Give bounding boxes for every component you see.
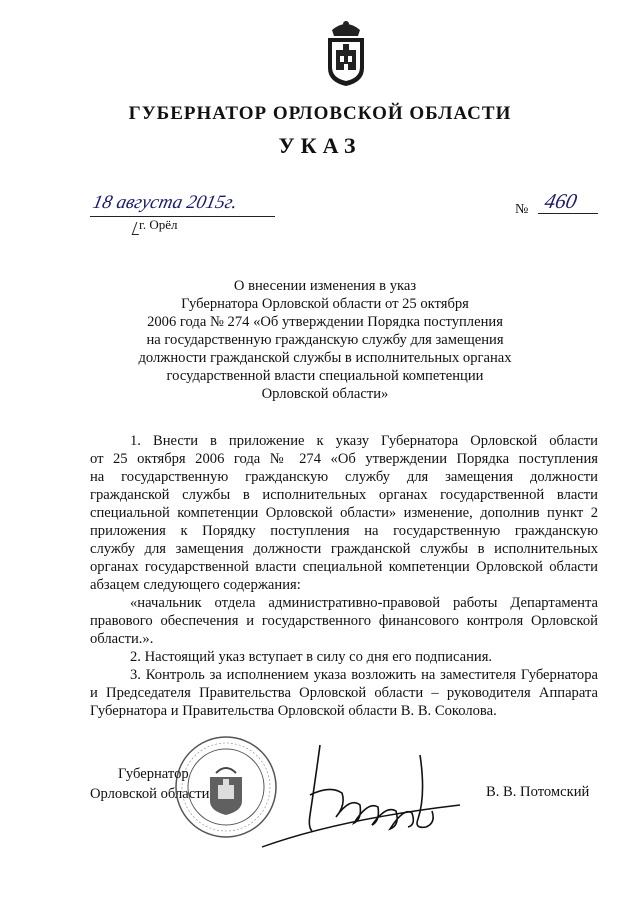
body-line: правового обеспечения и государственного финансового контроля Орловской [90,613,598,629]
title-line: Губернатора Орловской области от 25 октября [181,296,469,312]
body-line: органах государственной власти специальной компетенции Орловской области [90,559,598,575]
title-line: на государственную гражданскую службу для замещения [146,332,504,348]
body-line: гражданской службы в исполнительных органах государственной власти [90,487,598,503]
document-title [100,277,550,403]
body-line: специальной компетенции Орловской области» изменение, дополнив пункт 2 [90,505,598,521]
number-sign: № [515,202,529,217]
signatory-title [90,764,209,804]
body-line: 2. Настоящий указ вступает в силу со дня его подписания. [130,649,493,665]
title-line: должности гражданской службы в исполнительных органах [138,350,512,366]
quoted-paragraph [90,594,598,648]
signatory-title-line: Губернатор [118,766,189,782]
document-number: 460 [542,189,580,213]
signatory-name: В. В. Потомский [486,784,590,800]
title-line: О внесении изменения в указ [233,278,417,294]
title-line: Орловской области» [261,386,389,402]
title-line: 2006 года № 274 «Об утверждении Порядка поступления [147,314,503,330]
body-line: «начальник отдела административно-правовой работы Департамента [130,595,598,611]
number-underline [538,213,598,214]
paragraph-2 [90,648,598,666]
paragraph-3 [90,666,598,720]
body-line: абзацем следующего содержания: [90,577,301,593]
body-line: и Председателя Правительства Орловской области – руководителя Аппарата [90,685,598,701]
document-place: г. Орёл [139,217,178,232]
body-line: на государственную гражданскую службу для замещения должности [90,469,598,485]
body-line: Губернатора и Правительства Орловской области В. В. Соколова. [90,703,497,719]
body-line: от 25 октября 2006 года № 274 «Об утверждении Порядка поступления [90,451,598,467]
body-line: службу для замещения должности гражданской службы в исполнительных [90,541,598,557]
document-type: УКАЗ [278,133,362,158]
body-line: области.». [90,631,154,647]
document-body [90,432,598,720]
signatory-title-line: Орловской области [90,786,210,802]
date-underline [90,216,275,217]
body-line: 3. Контроль за исполнением указа возложить на заместителя Губернатора [130,667,598,683]
issuing-authority: ГУБЕРНАТОР ОРЛОВСКОЙ ОБЛАСТИ [128,103,512,124]
document-date: 18 августа 2015г. [90,192,240,213]
body-line: приложения к Порядку поступления на государственную гражданскую [90,523,598,539]
paragraph-1 [90,432,598,594]
coat-of-arms-icon [322,16,370,88]
body-line: 1. Внести в приложение к указу Губернатора Орловской области [130,433,598,449]
handwritten-signature-icon [250,735,470,855]
title-line: государственной власти специальной компетенции [166,368,484,384]
